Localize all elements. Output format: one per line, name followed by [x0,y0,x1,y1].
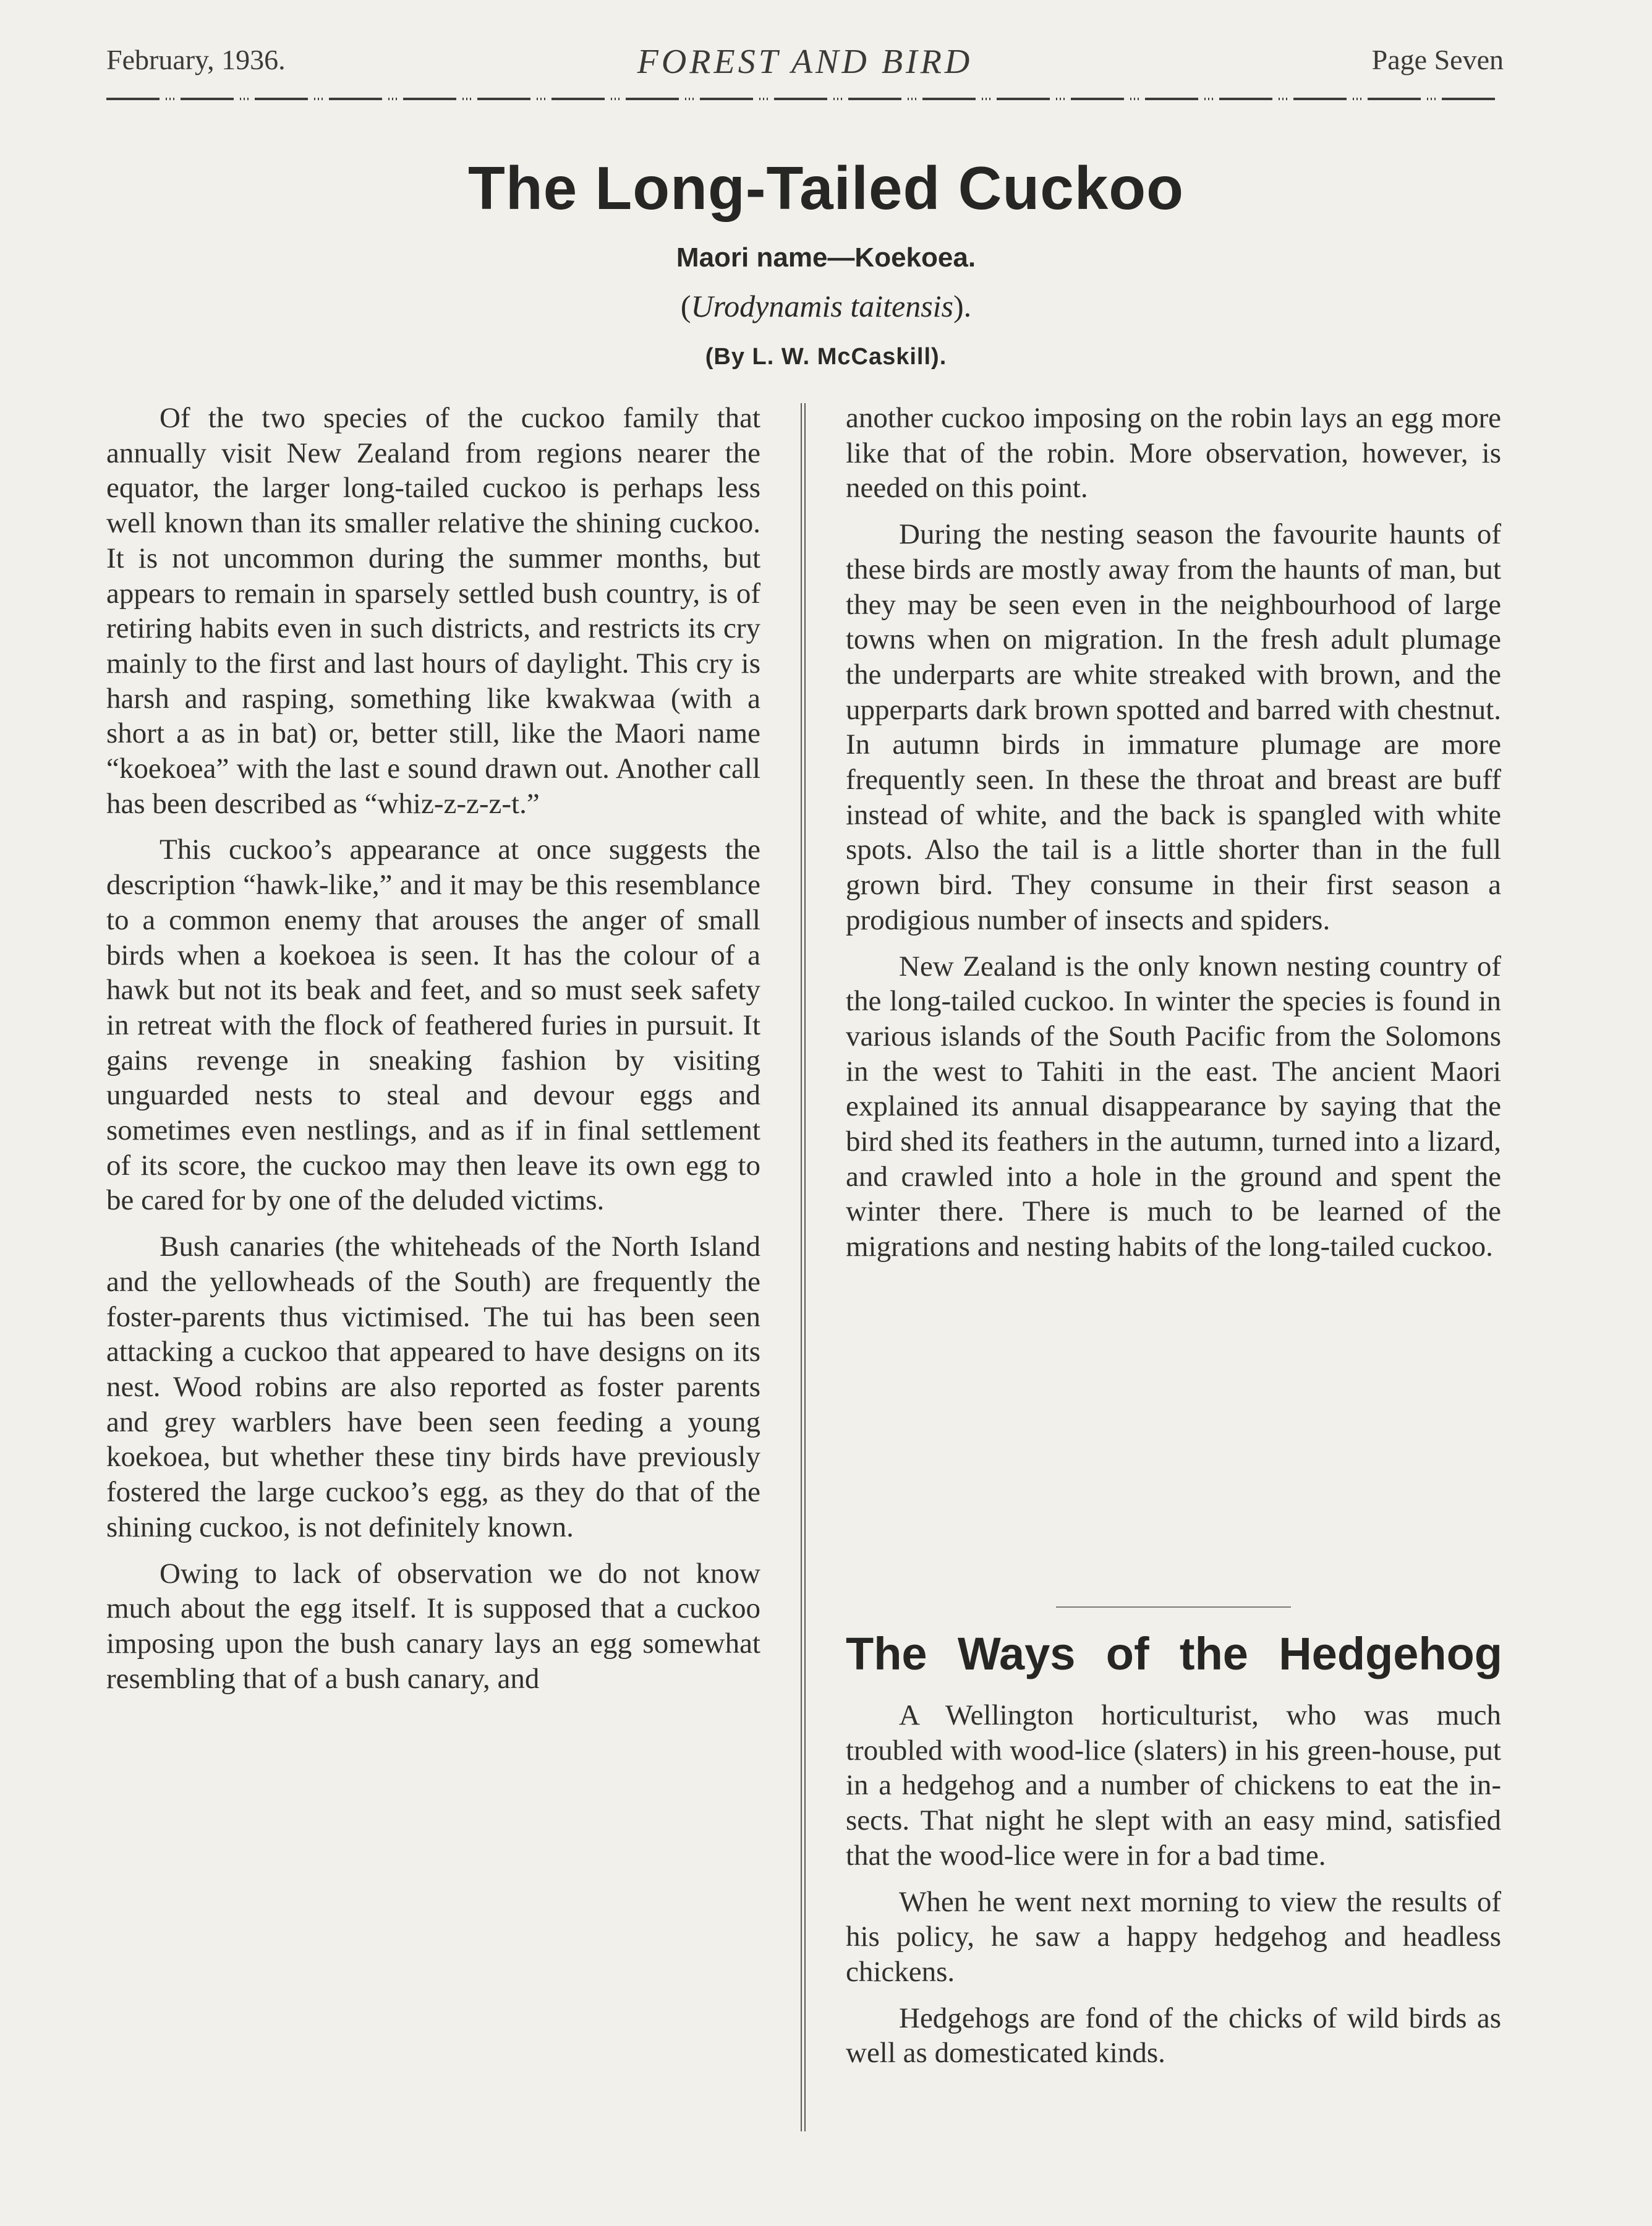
left-column [106,401,760,1707]
paragraph: Owing to lack of observation we do not know much about the egg itself. It is supposed that a cuckoo imposing upon the bush canary lays an egg somewhat resembling that of a bush canary, and [106,1557,760,1695]
section-separator [1056,1606,1291,1608]
right-column [846,401,1501,1276]
scientific-name: Urodynamis taitensis [691,289,954,323]
sci-open-paren: ( [680,289,691,323]
paragraph: New Zealand is the only known nesting country of the long-tailed cuckoo. In winter the species is found in various islands of the South Pacific from the Solomons in the west to Tahiti in the east. The ancient Maori explained its annual disappearance by saying that the bird shed its feathers in the autumn, turned into a lizard, and crawled into a hole in the ground and spent the winter there. There is much to be learned of the migrations and nesting habits of the long-tailed cuckoo. [846,950,1501,1263]
paragraph: During the nesting season the favourite haunts of these birds are mostly away from the haunts of man, but they may be seen even in the neighbourhood of large towns when on migration. In the fresh adult plumage the underparts are white streaked with brown, and the upperparts dark brown spotted and barred with chestnut. In autumn birds in immature plumage are more frequently seen. In these the throat and breast are buff instead of white, and the back is spangled with white spots. Also the tail is a little shorter than in the full grown bird. They consume in their first season a prodigious number of insects and spiders. [846,518,1501,936]
issue-date: February, 1936. [106,44,286,75]
byline: (By L. W. McCaskill). [705,344,947,370]
hedgehog-title: The Ways of the Hedgehog [846,1628,1502,1679]
paragraph-continuation: another cuckoo imposing on the robin lays an egg more like that of the robin. More observation, however, is needed on this point. [846,402,1501,505]
article-subtitle: Maori name—Koekoea. [676,242,976,273]
article-title: The Long-Tailed Cuckoo [467,154,1185,222]
page-number: Page Seven [1371,44,1504,75]
paragraph: Hedgehogs are fond of the chicks of wild birds as well as domesticated kinds. [846,2002,1501,2070]
column-divider [801,403,806,2131]
paragraph: This cuckoo’s appearance at once suggests the description “hawk-like,” and it may be this resemblance to a common enemy that arouses the anger of small birds when a koekoea is seen. It has the colour of a hawk but not its beak and feet, and so must seek safety in retreat with the flock of feathered furies in pursuit. It gains revenge in sneaking fashion by visiting unguarded nests to steal and devour eggs and sometimes even nestlings, and as if in final settlement of its score, the cuckoo may then leave its own egg to be cared for by one of the deluded victims. [106,834,760,1217]
scientific-name-line [0,288,1652,324]
magazine-name: FOREST AND BIRD [637,43,973,81]
header-ornamental-rule [106,94,1501,104]
hedgehog-column [846,1698,1501,2082]
paragraph: Bush canaries (the whiteheads of the North Island and the yellowheads of the South) are frequently the foster-parents thus victimised. The tui has been seen attacking a cuckoo that appeared to have designs on its nest. Wood robins are also reported as foster parents and grey warblers have been seen feeding a young koekoea, but whether these tiny birds have previously fostered the large cuckoo’s egg, as they do that of the shining cuckoo, is not definitely known. [106,1230,760,1543]
paragraph: When he went next morning to view the results of his policy, he saw a happy hedgehog and headless chickens. [846,1885,1501,1988]
running-header [106,38,1504,88]
sci-close-paren: ). [953,289,972,323]
paragraph: Of the two species of the cuckoo family that annually visit New Zealand from regions nearer the equator, the larger long-tailed cuckoo is perhaps less well known than its smaller relative the shining cuckoo. It is not uncommon during the summer months, but appears to remain in sparsely settled bush country, is of retiring habits even in such districts, and restricts its cry mainly to the first and last hours of daylight. This cry is harsh and rasping, something like kwakwaa (with a short a as in bat) or, better still, like the Maori name “koekoea” with the last e sound drawn out. Another call has been described as “whiz-z-z-z-t.” [106,402,760,820]
paragraph: A Wellington horticulturist, who was much troubled with wood-lice (slaters) in his green-house, put in a hedgehog and a number of chickens to eat the insects. That night he slept with an easy mind, satisfied that the wood-lice were in for a bad time. [846,1699,1501,1872]
